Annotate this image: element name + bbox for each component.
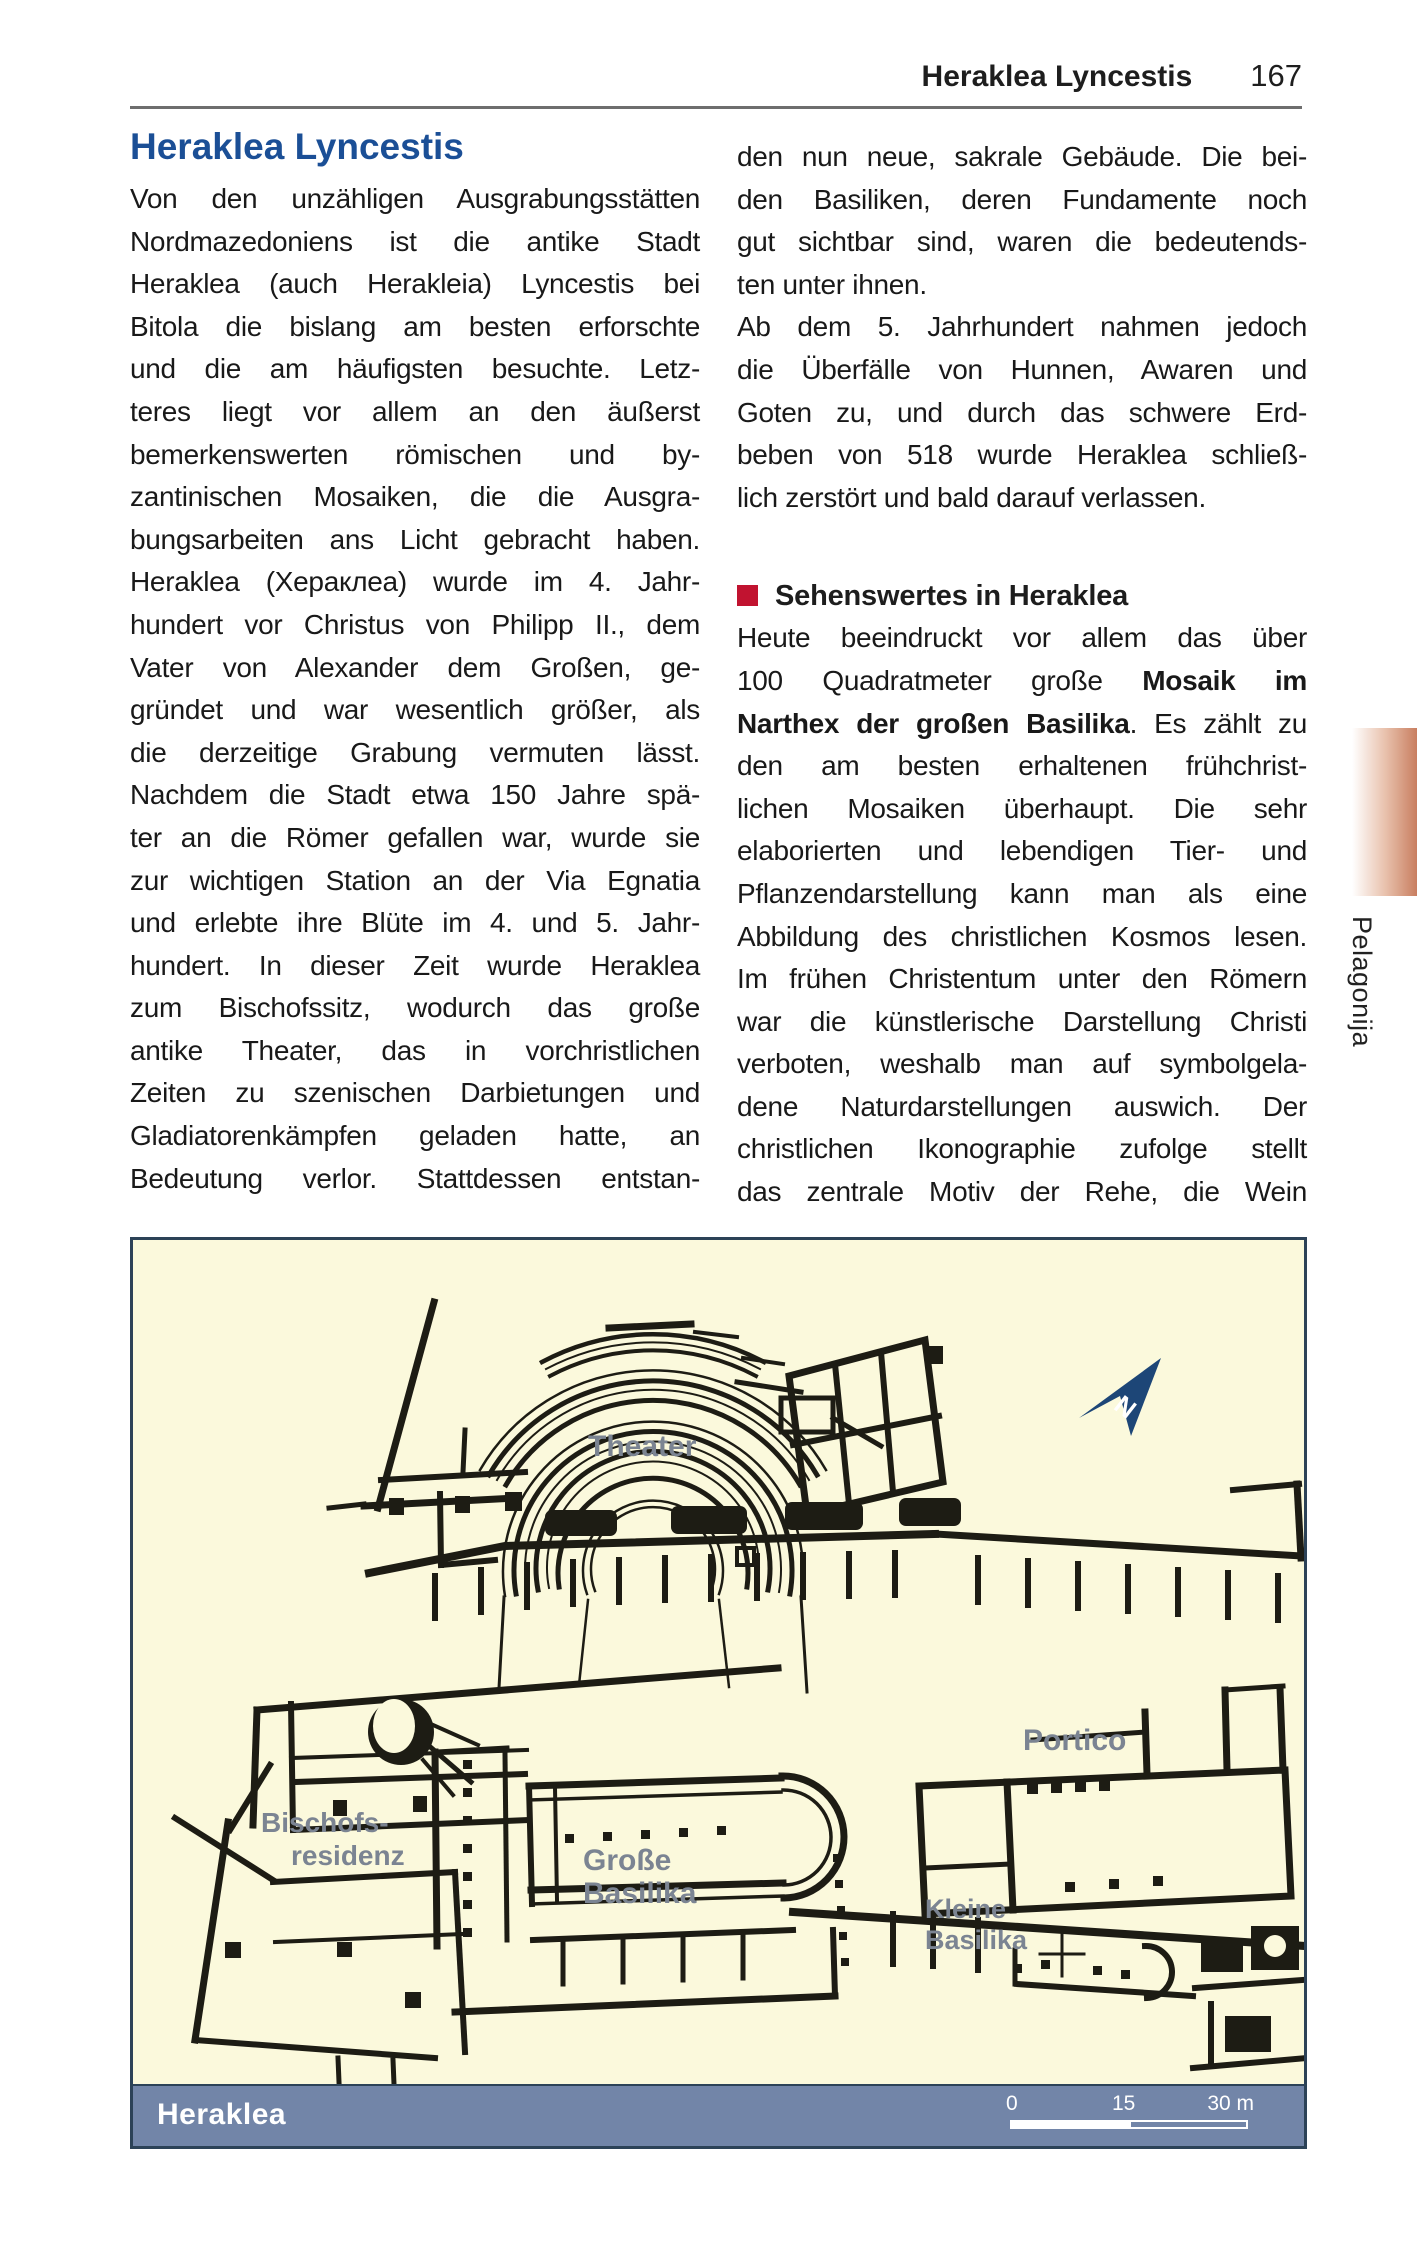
map-label-grosse-line1: Große <box>583 1844 672 1877</box>
text-line: Pflanzendarstellung kann man als eine <box>737 877 1307 909</box>
map-scale-bar <box>1006 2092 1254 2136</box>
text-line: christlichen Ikonographie zufolge stellt <box>737 1133 1307 1165</box>
text-line: zum Bischofssitz, wodurch das große <box>130 992 700 1024</box>
scale-segment-filled <box>1010 2120 1129 2129</box>
text-line: verboten, weshalb man auf symbolgela- <box>737 1048 1307 1080</box>
scale-label-end: 30 m <box>1207 2092 1254 2115</box>
text-line: teres liegt vor allem an den äußerst <box>130 395 700 427</box>
right-column-top-paragraphs <box>737 136 1307 519</box>
article-heading: Heraklea Lyncestis <box>130 126 464 167</box>
scale-bar-segments <box>1010 2120 1248 2129</box>
map-label-grosse-line2: Basilika <box>583 1877 697 1910</box>
text-line: Narthex der großen Basilika. Es zählt zu <box>737 707 1307 739</box>
text-line: zur wichtigen Station an der Via Egnatia <box>130 864 700 896</box>
map-label-portico: Portico <box>1023 1724 1127 1757</box>
map-label-bischofsresidenz-line2: residenz <box>291 1840 405 1871</box>
text-line: den Basiliken, deren Fundamente noch <box>737 183 1307 215</box>
right-column <box>737 136 1307 1214</box>
ruins-portico <box>919 1686 1291 1914</box>
text-line: Im frühen Christentum unter den Römern <box>737 963 1307 995</box>
text-line: Heraklea (Хераклеа) wurde im 4. Jahr- <box>130 566 700 598</box>
text-line: lichen Mosaiken überhaupt. Die sehr <box>737 792 1307 824</box>
left-column-paragraphs <box>130 178 700 1200</box>
text-line: ten unter ihnen. <box>737 268 927 300</box>
section-subheading-label: Sehenswertes in Heraklea <box>775 579 1129 612</box>
text-line: hundert vor Christus von Philipp II., dem <box>130 608 700 640</box>
ruins-northeast <box>789 1340 943 1514</box>
north-arrow-icon <box>1079 1358 1161 1436</box>
ruins-northwest <box>329 1302 525 1565</box>
text-line: zantinischen Mosaiken, die die Ausgra- <box>130 481 700 513</box>
page-number: 167 <box>1250 58 1302 93</box>
text-line: die Überfälle von Hunnen, Awaren und <box>737 353 1307 385</box>
text-line: beben von 518 wurde Heraklea schließ- <box>737 439 1307 471</box>
north-letter: N <box>1108 1389 1143 1425</box>
text-line: ter an die Römer gefallen war, wurde sie <box>130 821 700 853</box>
text-line: gründet und war wesentlich größer, als <box>130 694 700 726</box>
text-line: den am besten erhaltenen frühchrist- <box>737 750 1307 782</box>
text-line: hundert. In dieser Zeit wurde Heraklea <box>130 949 700 981</box>
map-label-kleine-basilika <box>925 1894 1027 1956</box>
text-line: elaborierten und lebendigen Tier- und <box>737 835 1307 867</box>
left-column <box>130 126 700 1200</box>
scale-label-start: 0 <box>1006 2092 1018 2115</box>
text-line: bemerkenswerten römischen und by- <box>130 438 700 470</box>
text-line: Gladiatorenkämpfen geladen hatte, an <box>130 1120 700 1152</box>
chapter-tab-label: Pelagonija <box>1347 916 1377 1048</box>
text-line: Abbildung des christlichen Kosmos lesen. <box>737 920 1307 952</box>
site-plan-drawing <box>133 1240 1304 2085</box>
running-head <box>130 58 1302 94</box>
text-line: antike Theater, das in vorchristlichen <box>130 1034 700 1066</box>
text-line: und die am häufigsten besuchte. Letz- <box>130 353 700 385</box>
red-square-bullet-icon <box>737 585 758 606</box>
text-line: Von den unzähligen Ausgrabungsstätten <box>130 183 700 214</box>
map-caption-title: Heraklea <box>157 2098 287 2131</box>
ruins-small-basilica <box>793 1912 1304 2068</box>
text-line: lich zerstört und bald darauf verlassen. <box>737 481 1206 513</box>
text-line: und erlebte ihre Blüte im 4. und 5. Jahr- <box>130 907 700 939</box>
text-line: Vater von Alexander dem Großen, ge- <box>130 651 700 683</box>
text-line: die derzeitige Grabung vermuten lässt. <box>130 736 700 768</box>
text-line: 100 Quadratmeter große Mosaik im <box>737 664 1307 696</box>
chapter-tab-gradient <box>1348 728 1417 896</box>
header-rule <box>130 106 1302 109</box>
text-line: Goten zu, und durch das schwere Erd- <box>737 396 1307 428</box>
map-label-kleine-line1: Kleine <box>925 1894 1007 1924</box>
ruins-east-colonnade <box>935 1484 1301 1620</box>
text-line: den nun neue, sakrale Gebäude. Die bei- <box>737 141 1307 172</box>
scale-label-mid: 15 <box>1112 2092 1136 2115</box>
map-label-grosse-basilika <box>583 1844 696 1910</box>
scale-segment-outline <box>1129 2120 1248 2129</box>
text-line: bungsarbeiten ans Licht gebracht haben. <box>130 523 700 555</box>
text-line: Zeiten zu szenischen Darbietungen und <box>130 1077 700 1109</box>
running-head-title: Heraklea Lyncestis <box>921 60 1193 93</box>
text-line: Bitola die bislang am besten erforschte <box>130 310 700 342</box>
map-label-bischofsresidenz <box>261 1806 405 1872</box>
text-line: Heute beeindruckt vor allem das über <box>737 622 1307 654</box>
text-line: Heraklea (auch Herakleia) Lyncestis bei <box>130 268 700 300</box>
map-label-theater: Theater <box>588 1430 697 1463</box>
text-line: Bedeutung verlor. Stattdessen entstan- <box>130 1162 700 1194</box>
text-line: war die künstlerische Darstellung Christi <box>737 1005 1307 1037</box>
right-column-bottom-paragraphs <box>737 617 1307 1213</box>
text-line: dene Naturdarstellungen auswich. Der <box>737 1090 1307 1122</box>
map-label-bischofsresidenz-line1: Bischofs- <box>261 1807 389 1838</box>
text-line: Ab dem 5. Jahrhundert nahmen jedoch <box>737 311 1307 343</box>
text-line: Nachdem die Stadt etwa 150 Jahre spä- <box>130 779 700 811</box>
section-subheading <box>737 574 1307 617</box>
text-line: gut sichtbar sind, waren die bedeutends- <box>737 226 1307 258</box>
text-line: Nordmazedoniens ist die antike Stadt <box>130 225 700 257</box>
site-map-figure <box>130 1237 1307 2149</box>
map-caption-bar <box>133 2084 1304 2146</box>
ruins-stage-row <box>369 1498 961 1618</box>
text-line: das zentrale Motiv der Rehe, die Wein <box>737 1176 1307 1208</box>
map-label-kleine-line2: Basilika <box>925 1925 1028 1955</box>
